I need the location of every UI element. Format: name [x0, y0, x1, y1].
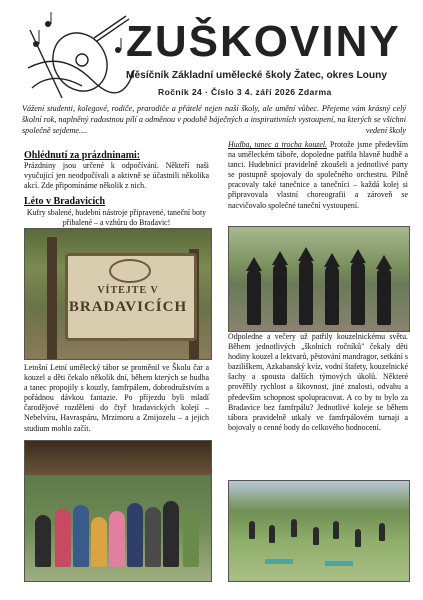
music-instruments-logo [22, 10, 138, 102]
summer-heading: Léto v Bradavicích [24, 196, 106, 207]
music-heading: Hudba, tanec a trocha kouzel. [228, 140, 328, 149]
review-heading: Ohlédnutí za prázdninami: [24, 150, 141, 161]
summer-lead: Kufry sbalené, hudební nástroje připravené, taneční boty přibalené – a vzhůru do Bradavic! [26, 208, 207, 228]
quidditch-field-photo [228, 480, 410, 582]
intro-text: Vážení studenti, kolegové, rodiče, prarodiče a přátelé nejen naší školy, ale umění vůbec. Přejeme vám krásný celý školní rok, naplněný radostnou pílí a odměnou v podobě báječných a inspirativních vystoupení, na kterých se všichni společně sejdeme.... [22, 104, 406, 135]
costume-photo [228, 226, 410, 332]
review-paragraph: Prázdniny jsou určené k odpočívání. Někteří naši vyučující jen neodpočívali a aktivně se účastnili několika akcí. Zde připomínáme několik z nich. [24, 161, 209, 191]
intro-signature: vedení školy [365, 125, 406, 135]
sign-text-line1: VÍTEJTE V [97, 285, 159, 296]
issue-info: Ročník 24 · Číslo 3 4. září 2026 Zdarma [158, 87, 332, 97]
evening-paragraph: Odpoledne a večery už patřily kouzelnickému světu. Během jednotlivých „školních ročníků" čekaly děti hodiny kouzel a lektvarů, pěstování mandragor, setkání s baziliškem, Azkabanský kvíz, vodní štafety, kouzelnické šachy a spousta dalších týmových úkolů. Některé prověřily rychlost a šikovnost, jiné znalosti, odvahu a především schopnost spolupracovat. A co by to bylo za Bradavice bez famfrpálu? Jednotlivé koleje se během tábora pravidelně utkaly ve famfrpálovém turnaji a bojovaly o cenné body do celkového hodnocení. [228, 332, 408, 432]
camp-paragraph: Letošní Letní umělecký tábor se proměnil ve Školu čar a kouzel a děti čekalo několik dní, během kterých se hudba a tanec propojily s kouzly, famfrpálem, dobrodružstvím a pořádnou dávkou fantazie. Po příjezdu byli mladí čarodějové rozděleni do čtyř bradavických kolejí – Nebelvíru, Havraspáru, Mrzimoru a Zmijozelu – a jejich studium mohlo začít. [24, 363, 209, 433]
sign-text-line2: BRADAVICÍCH [68, 299, 188, 315]
music-text: Protože jsme především na uměleckém táboře, dopoledne patřila hlavně hudbě a tanci. Hudebníci pravidelně zkoušeli a jednotlivé party se postupně spojovaly do společného orchestru. Pilně pracovaly také tanečnice a tanečníci – každá kolej si připravovala vlastní choreografii a zároveň se nacvičovalo společné taneční vystoupení. [228, 140, 408, 210]
music-paragraph [228, 140, 408, 211]
newsletter-title: ZUŠKOVINY [126, 17, 401, 66]
welcome-sign-photo [24, 228, 212, 360]
newsletter-subtitle: Měsíčník Základní umělecké školy Žatec, okres Louny [126, 70, 388, 81]
crest-icon [109, 259, 151, 283]
group-photo [24, 440, 212, 582]
intro-paragraph [22, 104, 406, 136]
